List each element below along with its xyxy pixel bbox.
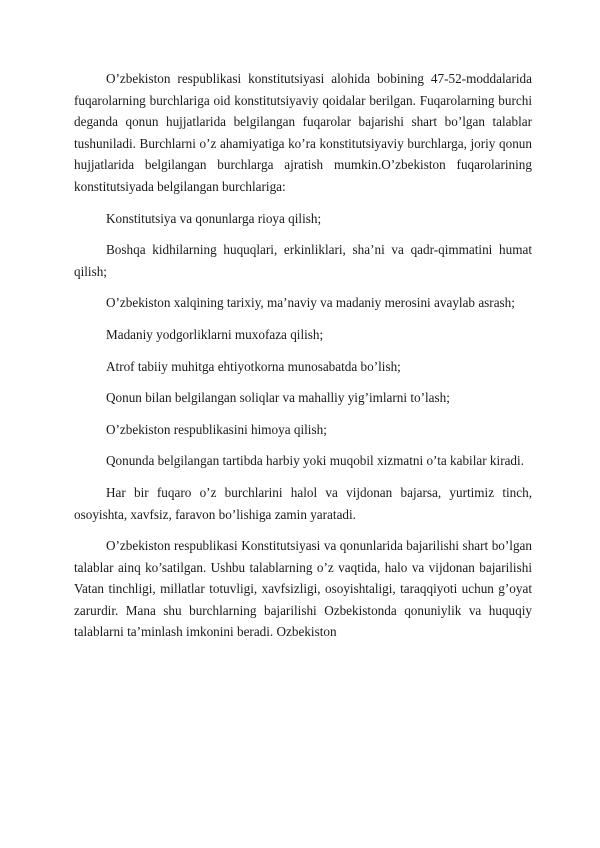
document-page xyxy=(74,68,532,643)
duty-item-constitution: Konstitutsiya va qonunlarga rioya qilish; xyxy=(106,210,322,226)
duty-item-taxes: Qonun bilan belgilangan soliqlar va mahalliy yig’imlarni to’lash; xyxy=(106,390,450,406)
duty-item-heritage: O’zbekiston xalqining tarixiy, ma’naviy va madaniy merosini avaylab asrash; xyxy=(106,295,515,311)
duty-item-environment: Atrof tabiiy muhitga ehtiyotkorna munosabatda bo’lish; xyxy=(106,358,401,374)
duty-item-respect-rights: Boshqa kidhilarning huquqlari, erkinliklari, sha’ni va qadr-qimmatini humat qilish; xyxy=(74,242,532,279)
paragraph-intro: O’zbekiston respublikasi konstitutsiyasi alohida bobining 47-52-moddalarida fuqarolarning burchlariga oid konstitutsiyaviy qoidalar berilgan. Fuqarolarning burchi deganda qonun hujjatlarida belgilangan fuqarolar bajarishi shart bo’lgan talablar tushuniladi. Burchlarni o’z ahamiyatiga ko’ra konstitutsiyaviy burchlarga, joriy qonun hujjatlarida belgilangan burchlarga ajratish mumkin.O’zbekiston fuqarolarining konstitutsiyada belgilangan burchlariga: xyxy=(74,71,532,194)
paragraph-conclusion: Har bir fuqaro o’z burchlarini halol va vijdonan bajarsa, yurtimiz tinch, osoyishta, xavfsiz, faravon bo’lishiga zamin yaratadi. xyxy=(74,484,532,522)
duty-item-defense: O’zbekiston respublikasini himoya qilish; xyxy=(106,421,327,437)
paragraph-closing: O’zbekiston respublikasi Konstitutsiyasi va qonunlarida bajarilishi shart bo’lgan talablar ainq ko’satilgan. Ushbu talablarning o’z vaqtida, halo va vijdonan bajarilishi Vatan tinchligi, millatlar totuvligi, xavfsizligi, osoyishtaligi, taraqqiyoti uchun g’oyat zarurdir. Mana shu burchlarning bajarilishi Ozbekistonda qonuniylik va huquqiy talablarni ta’minlash imkonini beradi. Ozbekiston xyxy=(74,538,532,640)
duty-item-military-service: Qonunda belgilangan tartibda harbiy yoki muqobil xizmatni o’ta kabilar kiradi. xyxy=(106,453,524,469)
duty-item-monuments: Madaniy yodgorliklarni muxofaza qilish; xyxy=(106,326,324,342)
